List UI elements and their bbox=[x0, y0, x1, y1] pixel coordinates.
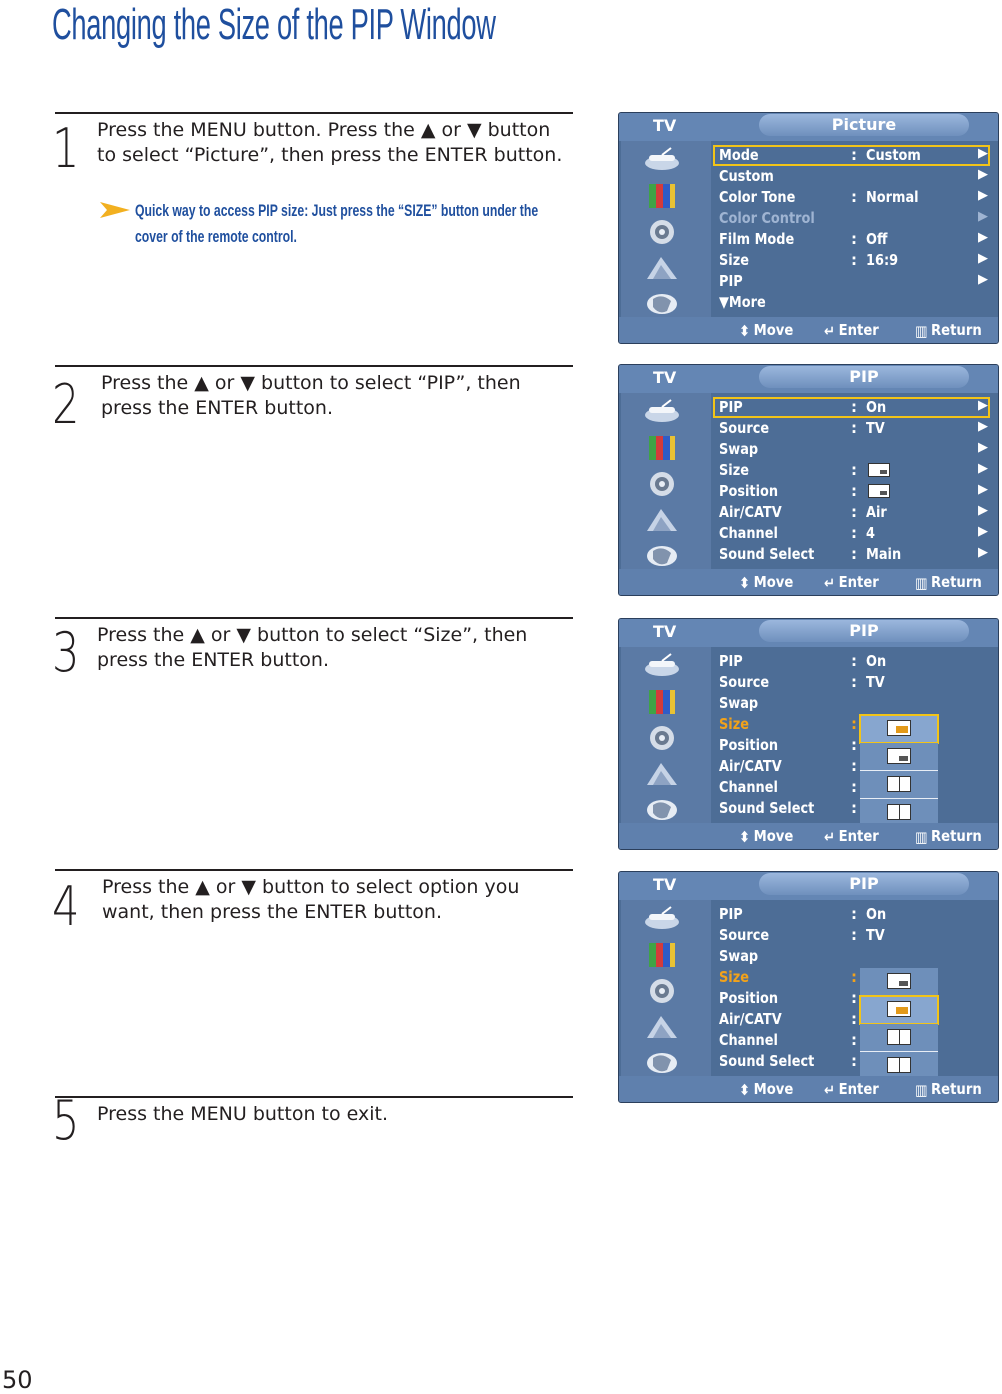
return-hint: ▥ Return bbox=[915, 573, 982, 592]
step-number: 4 bbox=[52, 875, 80, 938]
menu-icon: ▥ bbox=[915, 1080, 928, 1099]
up-down-icon: ⬍ bbox=[739, 1080, 751, 1099]
move-hint: ⬍ Move bbox=[739, 321, 794, 340]
osd-icon-column bbox=[621, 393, 711, 569]
menu-row-mode[interactable]: Mode : Custom ▶ bbox=[713, 145, 990, 166]
page-number: 50 bbox=[2, 1366, 33, 1394]
menu-row-size[interactable]: Size : 16:9 ▶ bbox=[719, 251, 988, 269]
menu-row-size[interactable]: Size : ▶ bbox=[719, 461, 988, 479]
pip-split-icon bbox=[887, 776, 911, 792]
size-option-small[interactable] bbox=[860, 968, 938, 996]
osd-header bbox=[619, 365, 998, 393]
up-down-icon: ⬍ bbox=[739, 827, 751, 846]
step-text: Press the ▲ or ▼ button to select “PIP”, then press the ENTER button. bbox=[101, 372, 521, 419]
enter-hint: ↵ Enter bbox=[824, 573, 879, 592]
return-hint: ▥ Return bbox=[915, 827, 982, 846]
speaker-icon[interactable] bbox=[641, 978, 683, 1004]
osd-menu-title: Picture bbox=[759, 114, 969, 136]
osd-source-label: TV bbox=[653, 116, 677, 135]
color-bars-icon[interactable] bbox=[641, 183, 683, 209]
menu-row-air-catv[interactable]: Air/CATV : Air ▶ bbox=[719, 503, 988, 521]
size-option-list bbox=[860, 715, 940, 827]
menu-row-custom[interactable]: Custom ▶ bbox=[719, 167, 988, 185]
enter-hint: ↵ Enter bbox=[824, 1080, 879, 1099]
osd-source-label: TV bbox=[653, 368, 677, 387]
osd-icon-column bbox=[621, 900, 711, 1076]
arrow-right-icon: ▶ bbox=[978, 272, 988, 287]
arrow-right-icon: ▶ bbox=[978, 251, 988, 266]
osd-pip-size-menu-selected bbox=[618, 871, 999, 1103]
move-hint: ⬍ Move bbox=[739, 827, 794, 846]
tip-text: Quick way to access PIP size: Just press the “SIZE” button under the cover of the remote control. bbox=[135, 201, 539, 246]
osd-icon-column bbox=[621, 141, 711, 317]
size-option-small[interactable] bbox=[860, 743, 938, 771]
menu-row-film-mode[interactable]: Film Mode : Off ▶ bbox=[719, 230, 988, 248]
pip-small-icon bbox=[887, 748, 911, 764]
pip-large-icon bbox=[887, 720, 911, 736]
color-bars-icon[interactable] bbox=[641, 435, 683, 461]
up-down-icon: ⬍ bbox=[739, 321, 751, 340]
enter-icon: ↵ bbox=[824, 321, 836, 340]
arrow-right-icon: ▶ bbox=[978, 167, 988, 182]
osd-menu-title: PIP bbox=[759, 873, 969, 895]
menu-row-channel[interactable]: Channel : bbox=[719, 778, 857, 796]
speaker-icon[interactable] bbox=[641, 219, 683, 245]
wrench-icon[interactable] bbox=[641, 797, 683, 823]
antenna-icon[interactable] bbox=[641, 653, 683, 679]
step-number: 5 bbox=[52, 1089, 80, 1152]
menu-row-swap[interactable]: Swap ▶ bbox=[719, 440, 988, 458]
size-option-split[interactable] bbox=[860, 1024, 938, 1052]
pip-split-icon bbox=[887, 1029, 911, 1045]
size-option-large[interactable] bbox=[860, 715, 938, 743]
menu-row-sound-select[interactable]: Sound Select : Main ▶ bbox=[719, 545, 988, 563]
color-bars-icon[interactable] bbox=[641, 689, 683, 715]
arrow-right-icon: ▶ bbox=[978, 503, 988, 518]
menu-row-channel[interactable]: Channel : bbox=[719, 1031, 857, 1049]
menu-row-sound-select[interactable]: Sound Select : bbox=[719, 1052, 857, 1070]
antenna-icon[interactable] bbox=[641, 399, 683, 425]
menu-row-channel[interactable]: Channel : 4 ▶ bbox=[719, 524, 988, 542]
menu-row-pip[interactable]: PIP : On bbox=[719, 905, 887, 923]
size-option-split[interactable] bbox=[860, 771, 938, 799]
menu-row-air-catv[interactable]: Air/CATV : bbox=[719, 757, 857, 775]
menu-row-swap[interactable]: Swap bbox=[719, 694, 759, 712]
arrow-right-icon: ▶ bbox=[978, 209, 988, 224]
osd-icon-column bbox=[621, 647, 711, 823]
antenna-icon[interactable] bbox=[641, 906, 683, 932]
osd-header bbox=[619, 113, 998, 141]
arrow-right-icon: ▶ bbox=[978, 461, 988, 476]
size-option-list bbox=[860, 968, 940, 1080]
osd-header bbox=[619, 619, 998, 647]
osd-footer bbox=[619, 823, 998, 849]
osd-footer bbox=[619, 317, 998, 343]
page-title: Changing the Size of the PIP Window bbox=[52, 0, 496, 49]
menu-icon: ▥ bbox=[915, 573, 928, 592]
pip-position-icon bbox=[868, 484, 890, 498]
step-text: Press the MENU button to exit. bbox=[97, 1103, 389, 1125]
wrench-icon[interactable] bbox=[641, 543, 683, 569]
speaker-icon[interactable] bbox=[641, 471, 683, 497]
step-text: Press the MENU button. Press the ▲ or ▼ button to select “Picture”, then press the ENTER button. bbox=[97, 119, 563, 166]
osd-pip-menu bbox=[618, 364, 999, 596]
step-divider bbox=[55, 112, 573, 114]
menu-row-color-control: Color Control ▶ bbox=[719, 209, 988, 227]
step-number: 2 bbox=[52, 373, 80, 436]
pip-large-icon bbox=[887, 1001, 911, 1017]
arrow-right-icon: ▶ bbox=[978, 524, 988, 539]
step-divider bbox=[55, 365, 573, 367]
satellite-dish-icon[interactable] bbox=[641, 761, 683, 787]
arrow-right-icon: ▶ bbox=[978, 440, 988, 455]
menu-row-source[interactable]: Source : TV ▶ bbox=[719, 419, 988, 437]
up-down-icon: ⬍ bbox=[739, 573, 751, 592]
pip-small-icon bbox=[887, 973, 911, 989]
menu-row-source[interactable]: Source : TV bbox=[719, 673, 885, 691]
arrow-right-icon: ▶ bbox=[978, 482, 988, 497]
return-hint: ▥ Return bbox=[915, 321, 982, 340]
step-divider bbox=[55, 869, 573, 871]
menu-row-pip[interactable]: PIP : On ▶ bbox=[713, 397, 990, 418]
osd-menu-title: PIP bbox=[759, 620, 969, 642]
pip-split-icon bbox=[887, 1057, 911, 1073]
osd-header bbox=[619, 872, 998, 900]
menu-row-position[interactable]: Position : bbox=[719, 736, 857, 754]
menu-row-position[interactable]: Position : ▶ bbox=[719, 482, 988, 500]
step-text: Press the ▲ or ▼ button to select option you want, then press the ENTER button. bbox=[102, 876, 520, 923]
step-text: Press the ▲ or ▼ button to select “Size”, then press the ENTER button. bbox=[97, 624, 528, 671]
menu-row-position[interactable]: Position : bbox=[719, 989, 857, 1007]
menu-row-pip[interactable]: PIP ▶ bbox=[719, 272, 988, 290]
enter-hint: ↵ Enter bbox=[824, 827, 879, 846]
osd-footer bbox=[619, 569, 998, 595]
arrow-right-icon bbox=[100, 202, 130, 218]
menu-icon: ▥ bbox=[915, 827, 928, 846]
menu-row-color-tone[interactable]: Color Tone : Normal ▶ bbox=[719, 188, 988, 206]
step-divider bbox=[55, 617, 573, 619]
enter-icon: ↵ bbox=[824, 1080, 836, 1099]
osd-source-label: TV bbox=[653, 875, 677, 894]
menu-row-air-catv[interactable]: Air/CATV : bbox=[719, 1010, 857, 1028]
arrow-right-icon: ▶ bbox=[978, 419, 988, 434]
arrow-right-icon: ▶ bbox=[978, 545, 988, 560]
satellite-dish-icon[interactable] bbox=[641, 507, 683, 533]
menu-row-more[interactable]: ▼More bbox=[719, 293, 766, 311]
arrow-right-icon: ▶ bbox=[978, 146, 988, 161]
arrow-right-icon: ▶ bbox=[978, 230, 988, 245]
step-number: 3 bbox=[52, 621, 80, 684]
step-divider bbox=[55, 1096, 573, 1098]
enter-icon: ↵ bbox=[824, 573, 836, 592]
osd-footer bbox=[619, 1076, 998, 1102]
menu-row-size[interactable]: Size : bbox=[719, 968, 857, 986]
size-option-large[interactable] bbox=[860, 996, 938, 1024]
pip-split-icon bbox=[887, 804, 911, 820]
menu-row-swap[interactable]: Swap bbox=[719, 947, 759, 965]
step-number: 1 bbox=[52, 117, 80, 180]
pip-size-icon bbox=[868, 463, 890, 477]
satellite-dish-icon[interactable] bbox=[641, 255, 683, 281]
menu-icon: ▥ bbox=[915, 321, 928, 340]
osd-menu-title: PIP bbox=[759, 366, 969, 388]
speaker-icon[interactable] bbox=[641, 725, 683, 751]
osd-source-label: TV bbox=[653, 622, 677, 641]
wrench-icon[interactable] bbox=[641, 1050, 683, 1076]
color-bars-icon[interactable] bbox=[641, 942, 683, 968]
osd-picture-menu bbox=[618, 112, 999, 344]
enter-icon: ↵ bbox=[824, 827, 836, 846]
move-hint: ⬍ Move bbox=[739, 1080, 794, 1099]
menu-row-sound-select[interactable]: Sound Select : bbox=[719, 799, 857, 817]
move-hint: ⬍ Move bbox=[739, 573, 794, 592]
antenna-icon[interactable] bbox=[641, 147, 683, 173]
menu-row-source[interactable]: Source : TV bbox=[719, 926, 885, 944]
arrow-right-icon: ▶ bbox=[978, 398, 988, 413]
menu-row-size[interactable]: Size : bbox=[719, 715, 857, 733]
menu-row-pip[interactable]: PIP : On bbox=[719, 652, 887, 670]
satellite-dish-icon[interactable] bbox=[641, 1014, 683, 1040]
wrench-icon[interactable] bbox=[641, 291, 683, 317]
osd-pip-size-menu bbox=[618, 618, 999, 850]
return-hint: ▥ Return bbox=[915, 1080, 982, 1099]
arrow-right-icon: ▶ bbox=[978, 188, 988, 203]
enter-hint: ↵ Enter bbox=[824, 321, 879, 340]
